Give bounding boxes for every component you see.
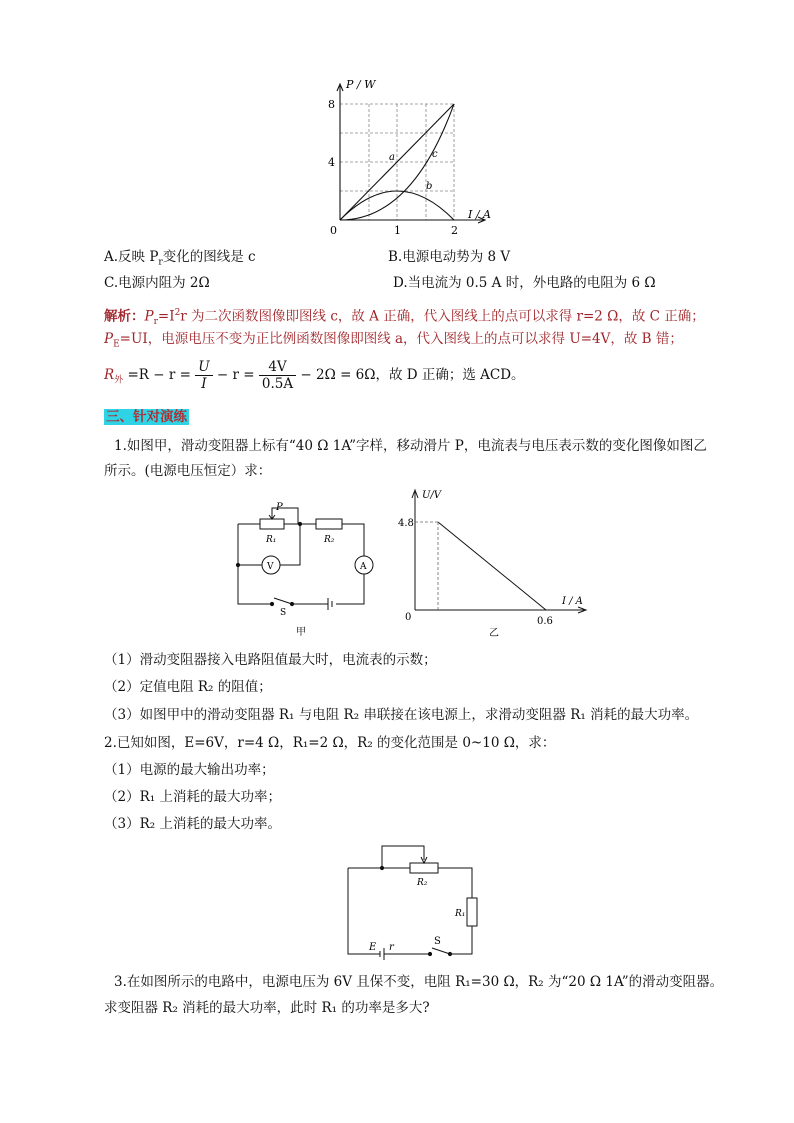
y-axis-label: P / W	[346, 78, 376, 91]
x-tick-0: 0	[330, 224, 337, 237]
curve-label-c: c	[432, 149, 438, 160]
x-tick-1: 1	[394, 224, 401, 237]
q3-line-2: 求变阻器 R₂ 消耗的最大功率，此时 R₁ 的功率是多大?	[104, 1000, 430, 1016]
rheostat-r2	[410, 863, 438, 873]
curve-label-a: a	[389, 152, 395, 163]
x-tick-2: 2	[451, 224, 458, 237]
y-axis-label: U/V	[422, 490, 442, 501]
circuit-jia	[228, 498, 378, 638]
caption-jia: 甲	[296, 627, 306, 638]
ammeter-label: A	[360, 562, 367, 572]
switch-label: S	[434, 936, 441, 947]
curve-label-b: b	[426, 181, 433, 192]
resistor-r2	[316, 519, 342, 529]
r1-label: R₁	[266, 535, 277, 545]
r2-label: R₂	[417, 878, 428, 888]
q1-line-2: 所示。(电源电压恒定）求：	[104, 463, 272, 479]
y-tick-8: 8	[328, 98, 335, 111]
q1-sub-2: （2）定值电阻 R₂ 的阻值；	[104, 679, 272, 695]
caption-yi: 乙	[489, 628, 499, 638]
r2-label: R₂	[324, 535, 335, 545]
option-c: C.电源内阻为 2Ω	[104, 275, 210, 291]
slider-p-label: P	[276, 502, 283, 513]
q1-line-1: 1.如图甲，滑动变阻器上标有“40 Ω 1A”字样，移动滑片 P，电流表与电压表示数的变化图像如图乙	[114, 438, 707, 454]
option-b: B.电源电动势为 8 V	[388, 249, 511, 265]
section-heading: 三、针对演练	[106, 409, 187, 425]
x-axis-label: I / A	[468, 208, 491, 221]
q2-sub-1: （1）电源的最大输出功率；	[104, 762, 275, 778]
option-d: D.当电流为 0.5 A 时，外电路的电阻为 6 Ω	[393, 275, 656, 291]
resistor-r1	[467, 898, 477, 926]
power-current-graph	[322, 78, 502, 238]
origin-label: 0	[405, 612, 412, 623]
r1-label: R₁	[455, 909, 466, 919]
q2-line-1: 2.已知如图，E=6V，r=4 Ω，R₁=2 Ω，R₂ 的变化范围是 0~10 Ω，求：	[104, 735, 556, 751]
y-tick-4: 4	[328, 156, 335, 169]
switch-label: S	[280, 608, 287, 618]
y-tick-label: 4.8	[398, 518, 414, 529]
q1-sub-3: （3）如图甲中的滑动变阻器 R₁ 与电阻 R₂ 串联接在该电源上，求滑动变阻器 R₁ 消耗的最大功率。	[104, 707, 699, 723]
internal-r-label: r	[389, 942, 394, 953]
option-a: A.反映 $P_r$变化的图线是 c	[104, 249, 256, 268]
emf-label: E	[369, 942, 377, 953]
voltage-current-graph	[398, 486, 588, 638]
voltmeter-label: V	[267, 562, 274, 572]
q2-sub-2: （2）R₁ 上消耗的最大功率；	[104, 789, 281, 805]
rheostat-r1	[260, 519, 284, 529]
q3-line-1: 3.在如图所示的电路中，电源电压为 6V 且保不变，电阻 R₁=30 Ω，R₂ 为“20 Ω 1A”的滑动变阻器。	[114, 974, 724, 990]
uv-line	[438, 522, 546, 610]
analysis-line-1: 解析：$P_r=I^2r$ 为二次函数图像即图线 c，故 A 正确，代入图线上的点可以求得 r=2 Ω，故 C 正确；	[104, 308, 705, 328]
x-axis-label: I / A	[562, 596, 583, 607]
analysis-line-2: $P_E=UI$，电源电压不变为正比例函数图像即图线 a，代入图线上的点可以求得 U=4V，故 B 错；	[104, 331, 683, 350]
circuit-q2	[338, 838, 488, 962]
q1-sub-1: （1）滑动变阻器接入电路阻值最大时，电流表的示数；	[104, 652, 437, 668]
q2-sub-3: （3）R₂ 上消耗的最大功率。	[104, 816, 281, 832]
x-tick-label: 0.6	[537, 616, 553, 627]
analysis-formula: $R_外 =R - r$ = $\frac{U}{I}$ − r = $\frac{4V}{0.5A}$ − 2Ω = 6Ω，故 D 正确；选 ACD。	[104, 359, 525, 392]
